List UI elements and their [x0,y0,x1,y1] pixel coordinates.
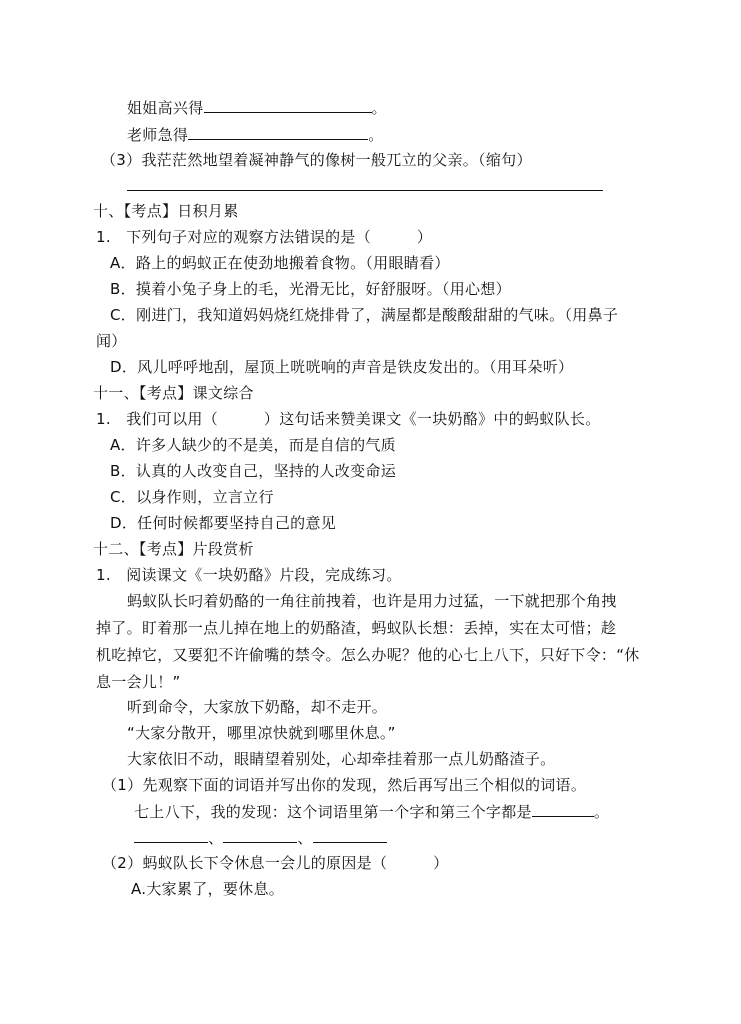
answer-blank[interactable] [313,827,387,843]
section-10-heading: 十、【考点】日积月累 [93,202,239,220]
question-3-condense: （3）我茫茫然地望着凝神静气的像树一般兀立的父亲。（缩句） [101,151,532,169]
section-11-question-1: 1. 我们可以用（ ）这句话来赞美课文《一块奶酪》中的蚂蚁队长。 [96,410,601,428]
section-10-question-1: 1. 下列句子对应的观察方法错误的是（ ） [96,228,433,246]
line-text: 老师急得 [127,126,189,144]
line-end: 。 [371,99,387,117]
line-end: 。 [368,126,384,144]
passage-line: 息一会儿！” [96,673,181,691]
passage-line: 蚂蚁队长叼着奶酪的一角往前拽着，也许是用力过猛，一下就把那个角拽 [127,592,617,610]
option-d: D．风儿呼呼地刮，屋顶上咣咣响的声音是铁皮发出的。（用耳朵听） [110,358,574,376]
option-a: A．许多人缺少的不是美，而是自信的气质 [110,436,396,454]
separator: 、 [208,829,224,847]
sub-question-1-fill-line [134,801,609,822]
option-d: D．任何时候都要坚持自己的意见 [110,514,337,532]
option-c: C．以身作则，立言立行 [110,488,274,506]
section-12-question-1: 1. 阅读课文《一块奶酪》片段，完成练习。 [96,566,402,584]
separator: 、 [297,829,313,847]
section-12-heading: 十二、【考点】片段赏析 [93,540,254,558]
option-c-continued: 闻） [96,332,127,350]
sub-question-2: （2）蚂蚁队长下令休息一会儿的原因是（ ） [102,854,449,872]
answer-blank[interactable] [532,801,594,817]
fill-blank-line-sister [127,97,387,118]
answer-blank[interactable] [204,97,372,113]
option-a: A．路上的蚂蚁正在使劲地搬着食物。（用眼睛看） [110,254,450,272]
passage-line: 掉了。盯着那一点儿掉在地上的奶酪渣，蚂蚁队长想：丢掉，实在太可惜；趁 [96,619,617,637]
answer-blank[interactable] [134,827,208,843]
passage-line: 大家依旧不动，眼睛望着别处，心却牵挂着那一点儿奶酪渣子。 [127,750,556,768]
line-text: 姐姐高兴得 [127,99,204,117]
section-11-heading: 十一、【考点】课文综合 [93,384,254,402]
line-text: 七上八下，我的发现：这个词语里第一个字和第三个字都是 [134,803,532,821]
line-end: 。 [593,803,610,821]
answer-line[interactable] [127,190,603,191]
option-b: B．认真的人改变自己，坚持的人改变命运 [110,462,396,480]
passage-line: 机吃掉它，又要犯不许偷嘴的禁令。怎么办呢？他的心七上八下，只好下令：“休 [96,646,640,664]
answer-blank[interactable] [188,124,368,140]
passage-line: “大家分散开，哪里凉快就到哪里休息。” [127,724,396,742]
option-c: C．刚进门，我知道妈妈烧红烧排骨了，满屋都是酸酸甜甜的气味。（用鼻子 [110,306,619,324]
option-b: B．摸着小兔子身上的毛，光滑无比，好舒服呀。（用心想） [110,280,511,298]
fill-blank-line-teacher [127,124,384,145]
sub-question-1: （1）先观察下面的词语并写出你的发现，然后再写出三个相似的词语。 [102,776,587,794]
word-blanks-row [134,827,387,848]
option-a: A.大家累了，要休息。 [131,880,285,898]
passage-line: 听到命令，大家放下奶酪，却不走开。 [127,698,388,716]
answer-blank[interactable] [223,827,297,843]
